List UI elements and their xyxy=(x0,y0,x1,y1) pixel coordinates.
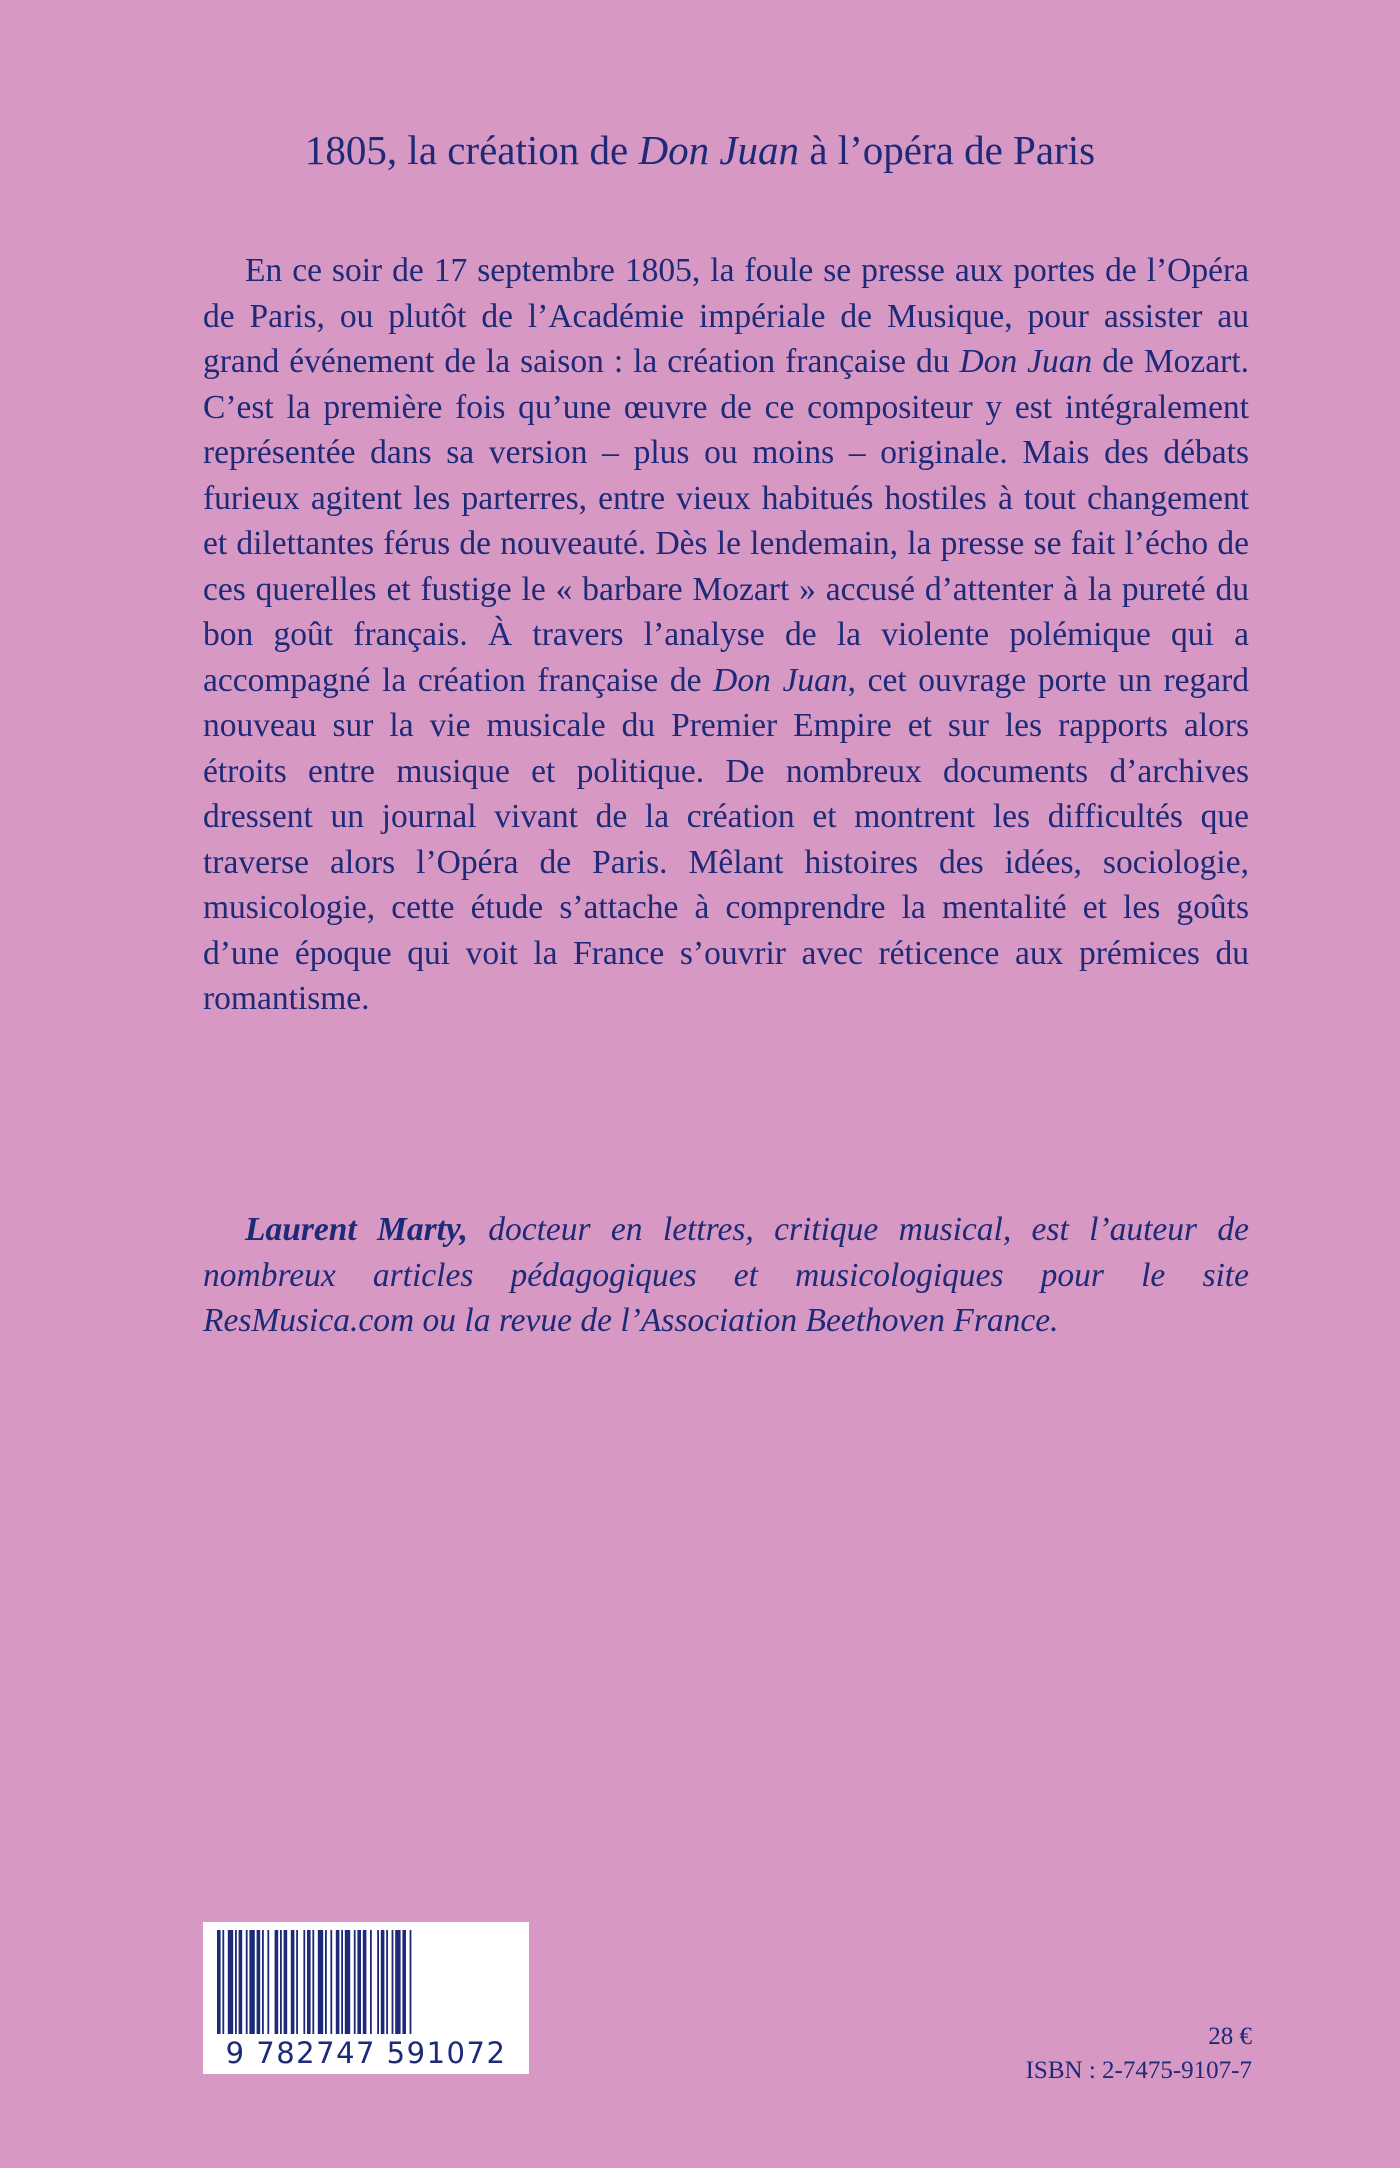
barcode-bar xyxy=(392,1930,394,2034)
summary-italic-1: Don Juan xyxy=(959,343,1093,380)
barcode-bar xyxy=(222,1930,224,2034)
barcode-bar xyxy=(246,1930,248,2034)
barcode-bar xyxy=(325,1930,327,2034)
barcode-bar xyxy=(377,1930,379,2034)
barcode-bar xyxy=(267,1930,269,2034)
barcode-bar xyxy=(312,1930,314,2034)
author-bio xyxy=(203,1207,1249,1344)
barcode-bar xyxy=(262,1930,264,2034)
barcode-bar xyxy=(307,1930,311,2034)
barcode-bar xyxy=(354,1930,356,2034)
barcode-bar xyxy=(284,1930,288,2034)
summary-paragraph xyxy=(203,248,1249,1022)
title-text-italic: Don Juan xyxy=(638,127,800,173)
barcode-bar xyxy=(363,1930,367,2034)
barcode-bar xyxy=(402,1930,406,2034)
barcode-bar xyxy=(386,1930,388,2034)
barcode-bar xyxy=(296,1930,298,2034)
barcode-bar xyxy=(395,1930,400,2034)
barcode-bar xyxy=(291,1930,295,2034)
title-text-pre: 1805, la création de xyxy=(304,127,639,173)
barcode-bar xyxy=(410,1930,412,2034)
barcode xyxy=(203,1922,529,2074)
barcode-bar xyxy=(381,1930,385,2034)
barcode-bar xyxy=(235,1930,237,2034)
barcode-bar xyxy=(228,1930,233,2034)
barcode-bar xyxy=(275,1930,279,2034)
barcode-bar xyxy=(330,1930,332,2034)
title-text-post: à l’opéra de Paris xyxy=(799,127,1096,173)
barcode-bar xyxy=(249,1930,254,2034)
barcode-bar xyxy=(303,1930,305,2034)
barcode-bar xyxy=(318,1930,323,2034)
summary-italic-2: Don Juan xyxy=(713,661,848,699)
barcode-bar xyxy=(239,1930,243,2034)
book-title xyxy=(0,122,1400,178)
summary-text-3: , cet ouvrage porte un regard nouveau sur la vie musicale du Premier Empire et sur les rapports alors étroits entre musique et politique. De nombreux documents d’archives dressent un journal vivant de la création et montrent les difficultés que traverse alors l’Opéra de Paris. Mêlant histoires des idées, sociologie, musicologie, cette étude s’attache à comprendre la mentalité et les goûts d’une époque qui voit la France s’ouvrir avec réticence aux prémices du romantisme. xyxy=(203,661,1249,1017)
barcode-bar xyxy=(370,1930,372,2034)
barcode-digits: 9 782747 591072 xyxy=(203,2036,529,2070)
barcode-bar xyxy=(345,1930,350,2034)
summary-text-1: En ce soir de 17 septembre 1805, la foule se presse aux portes de l’Opéra de Paris, ou plutôt de l’Académie impériale de Musique, pour assister au grand événement de la saison : la création française du xyxy=(203,252,1249,380)
barcode-bar xyxy=(336,1930,340,2034)
barcode-bar xyxy=(280,1930,282,2034)
summary-text-2: de Mozart. C’est la première fois qu’une œuvre de ce compositeur y est intégralement représentée dans sa version – plus ou moins – originale. Mais des débats furieux agitent les parterres, entre vieux habitués hostiles à tout changement et dilettantes férus de nouveauté. Dès le lendemain, la presse se fait l’écho de ces querelles et fustige le « barbare Mozart » accusé d’attenter à la pureté du bon goût français. À travers l’analyse de la violente polémique qui a accompagné la création française de xyxy=(203,343,1249,699)
barcode-bar xyxy=(341,1930,343,2034)
barcode-bar xyxy=(257,1930,261,2034)
barcode-bar xyxy=(217,1930,221,2034)
author-bio-text: docteur en lettres, critique musical, est l’auteur de nombreux articles pédagogiques et musicologiques pour le site ResMusica.com ou la revue de l’Association Beethoven France. xyxy=(203,1211,1249,1339)
isbn: ISBN : 2-7475-9107-7 xyxy=(1025,2057,1252,2084)
author-name: Laurent Marty, xyxy=(245,1211,468,1248)
price: 28 € xyxy=(1208,2023,1252,2050)
barcode-bar xyxy=(357,1930,361,2034)
